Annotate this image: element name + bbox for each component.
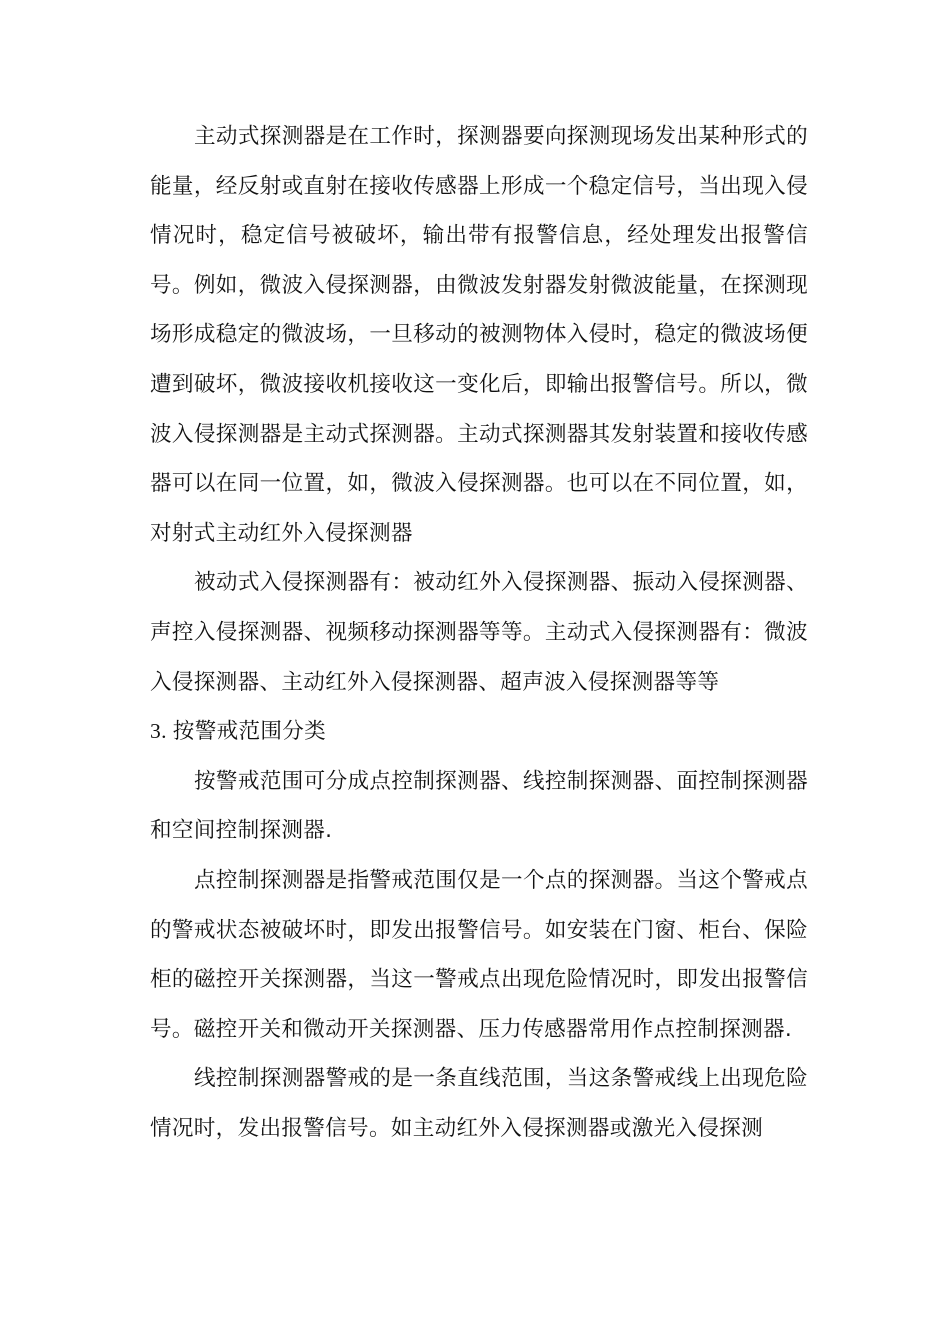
paragraph-active-detector: 主动式探测器是在工作时，探测器要向探测现场发出某种形式的能量，经反射或直射在接收传感器上形成一个稳定信号，当出现入侵情况时，稳定信号被破坏，输出带有报警信息，经处理发出报警信号。例如，微波入侵探测器，由微波发射器发射微波能量，在探测现场形成稳定的微波场，一旦移动的被测物体入侵时，稳定的微波场便遭到破坏，微波接收机接收这一变化后，即输出报警信号。所以，微波入侵探测器是主动式探测器。主动式探测器其发射装置和接收传感器可以在同一位置，如，微波入侵探测器。也可以在不同位置，如，对射式主动红外入侵探测器 [150, 124, 808, 546]
section-number: 3. [150, 719, 167, 744]
document-page [150, 112, 808, 1153]
paragraph-detector-types: 被动式入侵探测器有：被动红外入侵探测器、振动入侵探测器、声控入侵探测器、视频移动探测器等等。主动式入侵探测器有：微波入侵探测器、主动红外入侵探测器、超声波入侵探测器等等 [150, 570, 808, 695]
paragraph-line-detector: 线控制探测器警戒的是一条直线范围，当这条警戒线上出现危险情况时，发出报警信号。如主动红外入侵探测器或激光入侵探测 [150, 1066, 808, 1141]
section-title: 按警戒范围分类 [172, 719, 327, 745]
section-heading [150, 707, 808, 757]
paragraph-range-classes: 按警戒范围可分成点控制探测器、线控制探测器、面控制探测器和空间控制探测器. [150, 768, 808, 844]
paragraph-point-detector: 点控制探测器是指警戒范围仅是一个点的探测器。当这个警戒点的警戒状态被破坏时，即发出报警信号。如安装在门窗、柜台、保险柜的磁控开关探测器，当这一警戒点出现危险情况时，即发出报警信号。磁控开关和微动开关探测器、压力传感器常用作点控制探测器. [150, 867, 808, 1042]
